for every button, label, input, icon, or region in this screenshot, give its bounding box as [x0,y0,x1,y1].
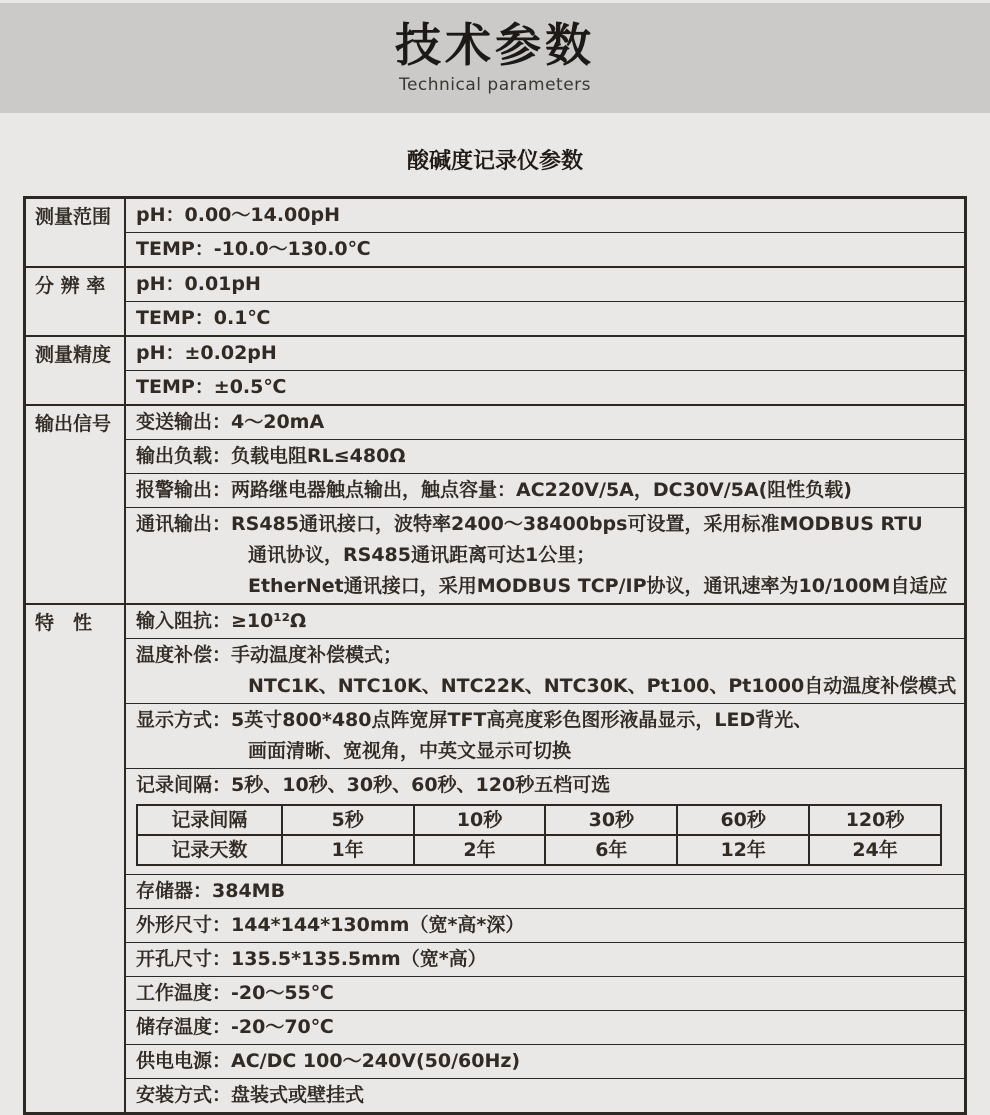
record-table-cell: 30秒 [545,805,677,835]
page-subtitle: Technical parameters [398,74,592,95]
record-table-cell: 6年 [545,835,677,865]
table-row [126,268,964,301]
table-row [126,232,964,266]
page-title: 技术参数 [395,18,595,72]
record-table-row [137,805,941,835]
table-row [126,507,964,603]
section-label: 分 辨 率 [26,268,126,335]
row-text-line: 外形尺寸：144*144*130mm（宽*高*深） [136,914,525,936]
row-text-line: TEMP：±0.5℃ [136,376,287,398]
record-table-header-cell: 记录间隔 [137,805,282,835]
table-row [126,874,964,908]
table-section [26,199,964,266]
row-text-line: 储存温度：-20～70℃ [136,1016,334,1038]
table-row [126,199,964,232]
row-text-line: 开孔尺寸：135.5*135.5mm（宽*高） [136,948,487,970]
row-text-line: 工作温度：-20～55℃ [136,982,334,1004]
table-row [126,605,964,638]
table-row [126,439,964,473]
section-rows [126,268,964,335]
row-text-line: pH：0.00～14.00pH [136,204,340,226]
table-section [26,603,964,1112]
record-table-header-cell: 记录天数 [137,835,282,865]
row-text-line: TEMP：0.1℃ [136,307,271,329]
record-table-cell: 1年 [282,835,414,865]
row-text-line: 变送输出：4～20mA [136,411,325,433]
record-table-cell: 5秒 [282,805,414,835]
row-text-line: 报警输出：两路继电器触点输出，触点容量：AC220V/5A，DC30V/5A(阻性负载) [136,479,852,501]
table-row [126,301,964,335]
row-text-line: 输入阻抗：≥10¹²Ω [136,610,307,632]
table-row [126,370,964,404]
row-text-line: 画面清晰、宽视角，中英文显示可切换 [248,740,572,762]
section-rows [126,605,964,1112]
table-row [126,638,964,703]
section-label: 输出信号 [26,406,126,603]
row-text-line: pH：0.01pH [136,273,261,295]
table-section [26,266,964,335]
row-text-line: 输出负载：负载电阻RL≤480Ω [136,445,406,467]
table-row [126,908,964,942]
section-rows [126,406,964,603]
record-table-cell: 12年 [677,835,809,865]
row-text-line: 显示方式：5英寸800*480点阵宽屏TFT高亮度彩色图形液晶显示，LED背光、 [136,709,813,731]
record-table-cell: 60秒 [677,805,809,835]
record-table-row [137,835,941,865]
table-row [126,406,964,439]
table-row [126,942,964,976]
table-section [26,404,964,603]
row-text-line: TEMP：-10.0～130.0℃ [136,238,371,260]
row-text-line: NTC1K、NTC10K、NTC22K、NTC30K、Pt100、Pt1000自动温度补偿模式 [248,675,957,697]
record-table-cell: 120秒 [809,805,941,835]
row-text-line: 通讯输出：RS485通讯接口，波特率2400～38400bps可设置，采用标准MODBUS RTU [136,513,923,535]
record-table-cell: 2年 [414,835,546,865]
section-rows [126,199,964,266]
section-title: 酸碱度记录仪参数 [406,149,583,174]
record-interval-table [136,804,942,866]
table-row [126,703,964,768]
row-text-line: 供电电源：AC/DC 100～240V(50/60Hz) [136,1050,521,1072]
row-text-line: 通讯协议，RS485通讯距离可达1公里； [248,544,596,566]
row-text-line: 温度补偿：手动温度补偿模式； [136,644,403,666]
table-section [26,335,964,404]
row-text-line: EtherNet通讯接口，采用MODBUS TCP/IP协议，通讯速率为10/100M自适应 [248,575,948,597]
header-band [0,3,990,113]
table-row [126,768,964,874]
row-text-line: 存储器：384MB [136,880,286,902]
table-row [126,976,964,1010]
record-table-cell: 24年 [809,835,941,865]
section-label: 测量范围 [26,199,126,266]
section-rows [126,337,964,404]
section-label: 特 性 [26,605,126,1112]
row-text-line: 安装方式：盘装式或壁挂式 [136,1084,365,1106]
row-text-line: pH：±0.02pH [136,342,277,364]
table-row [126,1010,964,1044]
table-row [126,1078,964,1112]
table-row [126,337,964,370]
record-table-cell: 10秒 [414,805,546,835]
table-row [126,473,964,507]
parameters-table [23,196,967,1115]
row-text-line: 记录间隔：5秒、10秒、30秒、60秒、120秒五档可选 [136,774,611,796]
table-row [126,1044,964,1078]
section-label: 测量精度 [26,337,126,404]
